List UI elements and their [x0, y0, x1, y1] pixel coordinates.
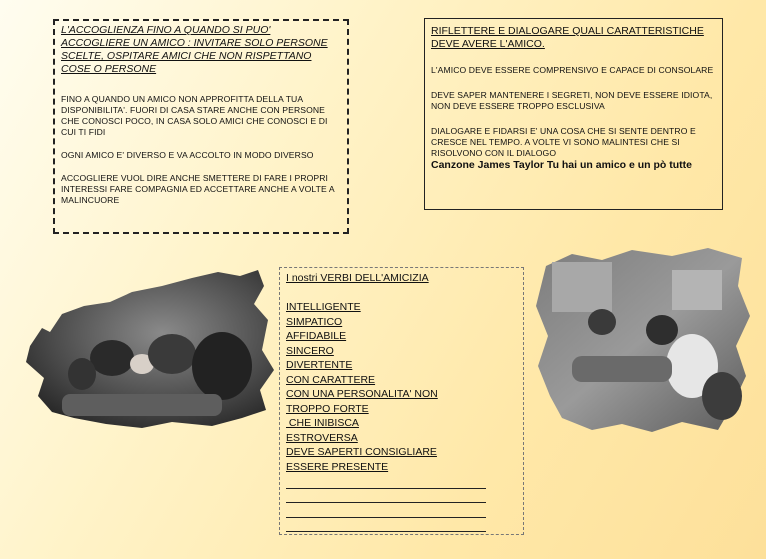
blank-line: [286, 518, 486, 533]
verb-item: AFFIDABILE: [286, 330, 347, 342]
blank-line: [286, 503, 486, 518]
verb-item: CON UNA PERSONALITA' NON: [286, 388, 438, 400]
verb-item: ESSERE PRESENTE: [286, 460, 389, 473]
verb-item: SIMPATICO: [286, 315, 343, 328]
verbs-list: [286, 300, 517, 474]
acceptance-paragraph-1: FINO A QUANDO UN AMICO NON APPROFITTA DELLA TUA DISPONIBILITA'. FUORI DI CASA STARE ANCHE CON PERSONE CHE CONOSCI POCO, IN CASA SOLO AMICI CHE CONOSCI E DI CUI TI FIDI: [61, 94, 328, 137]
acceptance-title: L'ACCOGLIENZA FINO A QUANDO SI PUO' ACCOGLIERE UN AMICO : INVITARE SOLO PERSONE SCELTE, OSPITARE AMICI CHE NON RISPETTANO COSE O PERSONE: [61, 24, 328, 75]
group-photo-left: [22, 266, 280, 432]
verbs-title: I nostri VERBI DELL'AMICIZIA: [286, 272, 429, 284]
acceptance-paragraph-3: ACCOGLIERE VUOL DIRE ANCHE SMETTERE DI FARE I PROPRI INTERESSI FARE COMPAGNIA ED ACCETTARE ANCHE A VOLTE A MALINCUORE: [61, 173, 335, 205]
reflection-paragraph-2: DEVE SAPER MANTENERE I SEGRETI, NON DEVE ESSERE IDIOTA, NON DEVE ESSERE TROPPO ESCLUSIVA: [431, 90, 713, 111]
song-reference: Canzone James Taylor Tu hai un amico e un pò tutte: [431, 159, 692, 171]
friendship-verbs-box: [279, 267, 524, 535]
reflection-box: [424, 18, 723, 210]
verb-item: TROPPO FORTE: [286, 402, 369, 415]
verb-item: CHE INIBISCA: [286, 417, 359, 429]
verb-item: SINCERO: [286, 344, 334, 357]
reflection-paragraph-1: L'AMICO DEVE ESSERE COMPRENSIVO E CAPACE DI CONSOLARE: [431, 65, 714, 75]
reflection-title: RIFLETTERE E DIALOGARE QUALI CARATTERISTICHE DEVE AVERE L'AMICO.: [431, 25, 704, 50]
verb-item: CON CARATTERE: [286, 373, 376, 386]
verb-item: DIVERTENTE: [286, 359, 353, 371]
verb-item: INTELLIGENTE: [286, 301, 361, 313]
blank-line: [286, 474, 486, 489]
acceptance-box: [53, 19, 349, 234]
group-photo-right: [532, 246, 754, 436]
acceptance-paragraph-2: OGNI AMICO E' DIVERSO E VA ACCOLTO IN MODO DIVERSO: [61, 150, 314, 160]
reflection-paragraph-3: DIALOGARE E FIDARSI E' UNA COSA CHE SI SENTE DENTRO E CRESCE NEL TEMPO. A VOLTE VI SONO MALINTESI CHE SI RISOLVONO CON IL DIALOGO: [431, 126, 696, 158]
verb-item: DEVE SAPERTI CONSIGLIARE: [286, 446, 437, 458]
verb-item: ESTROVERSA: [286, 431, 358, 444]
blank-lines: [286, 474, 517, 532]
blank-line: [286, 489, 486, 504]
